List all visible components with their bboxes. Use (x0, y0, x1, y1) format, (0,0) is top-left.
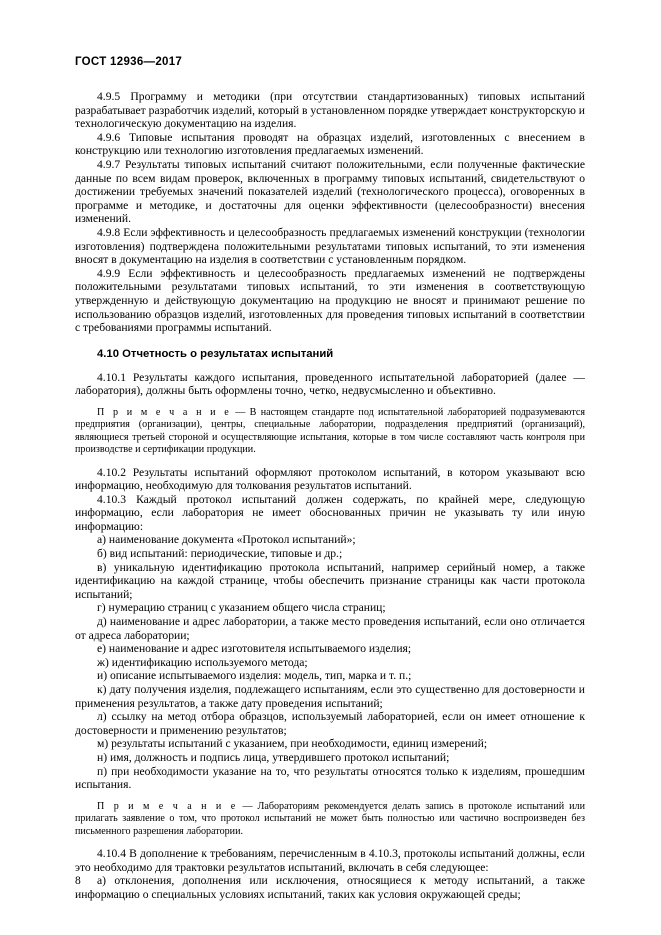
paragraph-4-9-7: 4.9.7 Результаты типовых испытаний считают положительными, если полученные фактические данные по всем видам проверок, включенных в программу типовых испытаний, свидетельствуют о достижении требуемых значений показателей изделий (технологического процесса), оговоренных в программе и методике, и достаточны для оценки эффективности (целесообразности) внесения изменений. (75, 157, 585, 226)
list-item: п) при необходимости указание на то, что результаты относятся только к изделиям, прошедшим испытания. (75, 764, 585, 792)
list-item: и) описание испытываемого изделия: модель, тип, марка и т. п.; (97, 669, 412, 683)
list-item: м) результаты испытаний с указанием, при необходимости, единиц измерений; (97, 737, 488, 751)
paragraph-4-9-8: 4.9.8 Если эффективность и целесообразность предлагаемых изменений конструкции (технологии изготовления) подтверждена положительными результатами типовых испытаний, то эти изменения вносят в документацию на изделия в соответствии с установленным порядком. (75, 225, 585, 267)
note-2-label: П р и м е ч а н и е (97, 800, 238, 812)
page-content (75, 56, 585, 901)
list-item: л) ссылку на метод отбора образцов, используемый лабораторией, если он имеет отношение к достоверности и применению результатов; (75, 710, 585, 737)
standard-header: ГОСТ 12936—2017 (75, 56, 183, 68)
paragraph-4-9-6: 4.9.6 Типовые испытания проводят на образцах изделий, изготовленных с внесением в конструкцию или технологию изготовления предлагаемых изменений. (75, 130, 585, 158)
paragraph-4-9-5: 4.9.5 Программу и методики (при отсутствии стандартизованных) типовых испытаний разрабатывает разработчик изделий, который в установленном порядке утверждает конструкторскую и технологическую документацию на изделия. (75, 90, 585, 131)
paragraph-4-10-2: 4.10.2 Результаты испытаний оформляют протоколом испытаний, в котором указывают всю информацию, необходимую для толкования результатов испытаний. (75, 465, 585, 493)
list-item: а) отклонения, дополнения или исключения, относящиеся к методу испытаний, а также информацию о специальных условиях испытаний, таких как условия окружающей среды; (75, 874, 585, 901)
page-number: 8 (75, 875, 81, 887)
list-item: а) наименование документа «Протокол испытаний»; (97, 533, 356, 547)
list-item: в) уникальную идентификацию протокола испытаний, например серийный номер, а также идентификацию на каждой странице, чтобы обеспечить признание страницы как части протокола испытаний; (75, 560, 585, 601)
list-item: н) имя, должность и подпись лица, утвердившего протокол испытаний; (97, 750, 450, 764)
paragraph-4-10-4: 4.10.4 В дополнение к требованиям, перечисленным в 4.10.3, протоколы испытаний должны, если это необходимо для трактовки результатов испытаний, включать в себя следующее: (75, 846, 585, 874)
note-1 (75, 407, 585, 457)
paragraph-4-10-1: 4.10.1 Результаты каждого испытания, проведенного испытательной лабораторией (далее — лаборатория), должны быть оформлены точно, четко, недвусмысленно и объективно. (75, 370, 585, 398)
note-2-text: — Лабораториям рекомендуется делать запись в протоколе испытаний или прилагать заявление о том, что протокол испытаний не может быть полностью или частично воспроизведен без письменного разрешения лаборатории. (75, 800, 585, 837)
paragraph-4-9-9: 4.9.9 Если эффективность и целесообразность предлагаемых изменений не подтверждены положительными результатами типовых испытаний, то эти изменения в соответствующую утвержденную и действующую документацию на продукцию не вносят и принимают решение по использованию образцов изделий, изготовленных для проведения типовых испытаний в соответствии с требованиями программы испытаний. (75, 266, 585, 335)
note-1-label: П р и м е ч а н и е (97, 406, 231, 418)
list-item: б) вид испытаний: периодические, типовые и др.; (97, 547, 343, 561)
list-item: к) дату получения изделия, подлежащего испытаниям, если это существенно для достоверности и применения результатов, а также дату проведения испытаний; (75, 683, 585, 710)
list-item: г) нумерацию страниц с указанием общего числа страниц; (97, 601, 386, 615)
list-item: ж) идентификацию используемого метода; (97, 655, 308, 669)
section-title-4-10: 4.10 Отчетность о результатах испытаний (97, 347, 334, 360)
paragraph-4-10-3: 4.10.3 Каждый протокол испытаний должен содержать, по крайней мере, следующую информацию, если лаборатория не имеет обоснованных причин не указывать ту или иную информацию: (75, 492, 585, 533)
note-2 (75, 801, 585, 838)
note-1-text: — В настоящем стандарте под испытательной лабораторией подразумеваются предприятия (организации), центры, специальные лаборатории, подразделения предприятий (организаций), являющиеся третьей стороной и осуществляющие испытания, которые в том числе составляют часть контроля при производстве и сертификации продукции. (75, 406, 585, 456)
list-item: д) наименование и адрес лаборатории, а также место проведения испытаний, если оно отличается от адреса лаборатории; (75, 615, 585, 642)
list-item: е) наименование и адрес изготовителя испытываемого изделия; (97, 642, 412, 656)
